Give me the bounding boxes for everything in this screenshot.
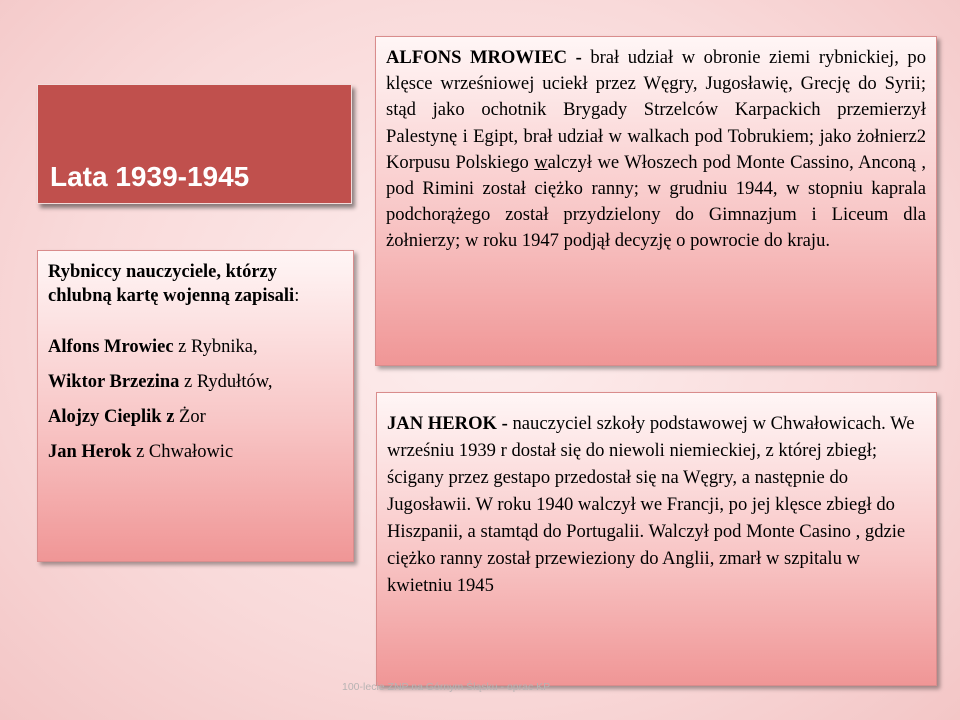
herok-text: nauczyciel szkoły podstawowej w Chwałowicach. We wrześniu 1939 r dostał się do niewoli niemieckiej, z której zbiegł; ścigany przez gestapo przedostał się na Węgry, a następnie do Jugosławii. W roku 1940 walczył we Francji, po jej klęsce zbiegł do Hiszpanii, a stamtąd do Portugalii. Walczył pod Monte Casino , gdzie ciężko ranny został przewieziony do Anglii, zmarł w szpitalu w kwietniu 1945 — [387, 413, 915, 596]
person-origin: z Rybnika, — [173, 337, 258, 357]
person-name: Wiktor Brzezina — [48, 372, 180, 392]
person-name: Alfons Mrowiec — [48, 337, 174, 357]
list-item — [48, 330, 343, 365]
herok-name: JAN HEROK - — [387, 413, 508, 434]
footer-text: 100-lecie ZNP na Górnym Śląsku - oprac KP — [342, 681, 551, 693]
intro-colon: : — [294, 286, 300, 306]
person-origin: z Rydułtów, — [179, 372, 273, 392]
alfons-text-2: alczył we Włoszech pod Monte Cassino, Anconą , pod Rimini został ciężko ranny; w grudniu 1944, w stopniu kaprala podchorążego został przydzielony do Gimnazjum i Liceum dla żołnierzy; w roku 1947 podjął decyzję o powrocie do kraju. — [386, 151, 926, 252]
title-box — [37, 84, 352, 204]
list-item — [48, 365, 343, 400]
person-origin: z Chwałowic — [131, 442, 234, 462]
person-name: Jan Herok — [48, 442, 132, 462]
list-item — [48, 400, 343, 435]
slide-title: Lata 1939-1945 — [50, 161, 250, 192]
intro-text — [48, 260, 343, 308]
alfons-underlined: w — [534, 151, 548, 173]
list-item — [48, 435, 343, 470]
person-name: Alojzy Cieplik z — [48, 407, 180, 427]
teachers-list-box — [37, 250, 354, 562]
alfons-text-1: brał udział w obronie ziemi rybnickiej, po klęsce wrześniowej uciekł przez Węgry, Jugosławię, Grecję do Syrii; stąd jako ochotnik Brygady Strzelców Karpackich przemierzył Palestynę i Egipt, brał udział w walkach pod Tobrukiem; jako żołnierz2 Korpusu Polskiego — [386, 47, 926, 173]
intro-bold: Rybniccy nauczyciele, którzy chlubną kartę wojenną zapisali — [48, 262, 295, 306]
alfons-mrowiec-box — [375, 36, 937, 366]
alfons-name: ALFONS MROWIEC - — [386, 47, 582, 68]
person-origin: Żor — [179, 407, 206, 427]
teachers-list — [48, 330, 343, 470]
jan-herok-box — [376, 392, 937, 686]
